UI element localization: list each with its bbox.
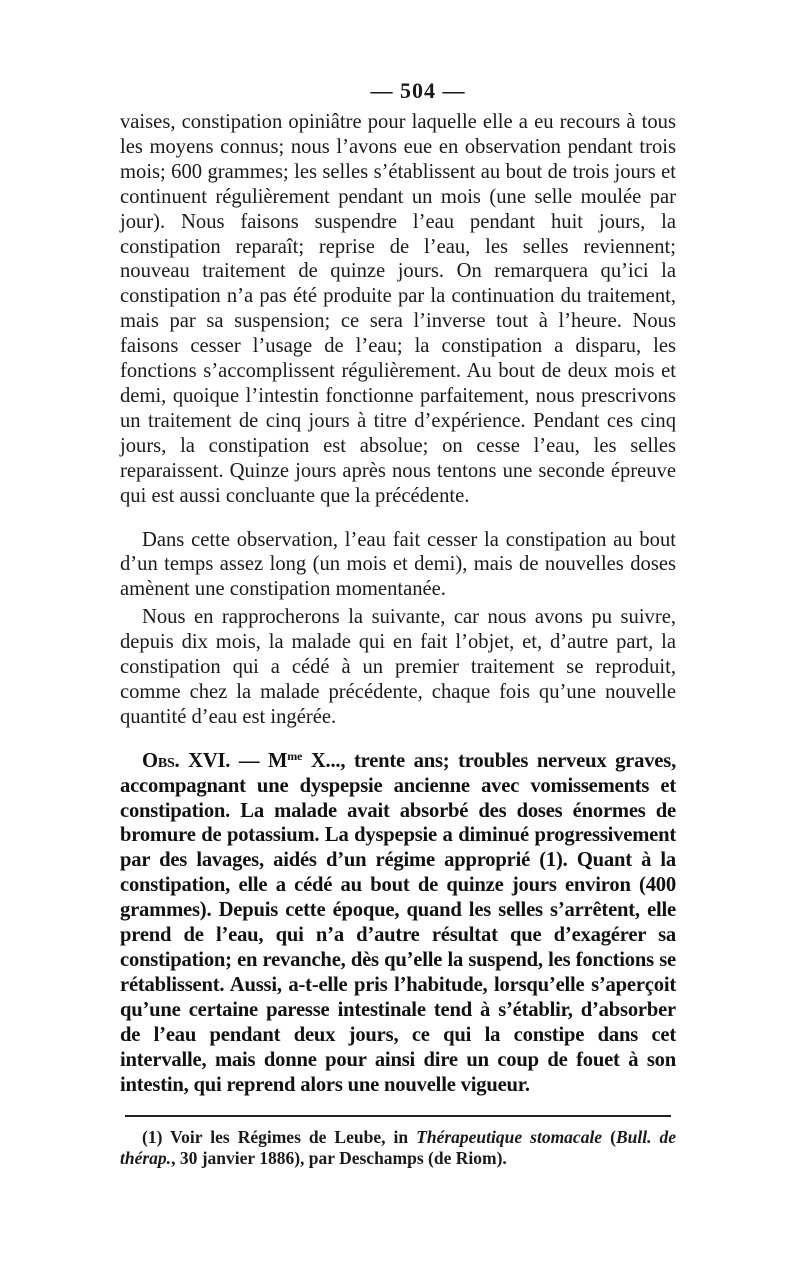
paragraph-observation-continued: vaises, constipation opiniâtre pour laquelle elle a eu recours à tous les moyens connus; nous l’avons eue en observation pendant trois mois; 600 grammes; les selles s’établissent au bout de trois jours et continuent régulièrement pendant un mois (une selle moulée par jour). Nous faisons suspendre l’eau pendant huit jours, la constipation reparaît; reprise de l’eau, les selles reviennent; nouveau traitement de quinze jours. On remarquera qu’ici la constipation n’a pas été produite par la continuation du traitement, mais par sa suspension; ce sera l’inverse tout à l’heure. Nous faisons cesser l’usage de l’eau; la constipation a disparu, les fonctions s’accomplissent régulièrement. Au bout de deux mois et demi, quoique l’intestin fonctionne parfaitement, nous prescrivons un traitement de cinq jours à titre d’expérience. Pendant ces cinq jours, la constipation est absolue; on cesse l’eau, les selles reparaissent. Quinze jours après nous tentons une seconde épreuve qui est aussi concluante que la précédente. [120,111,676,507]
observation-patient-prefix: — M [230,749,288,772]
page-number: — 504 — [370,78,466,103]
footnote-tail: , 30 janvier 1886), par Deschamps (de Riom). [171,1148,507,1169]
observation-label: Obs. XVI. [142,749,231,772]
observation-body: X..., trente ans; troubles nerveux graves, accompagnant une dyspepsie ancienne avec vomissements et constipation. La malade avait absorbé des doses énormes de bromure de potassium. La dyspepsie a diminué progressivement par des lavages, aidés d’un régime approprié (1). Quant à la constipation, elle a cédé au bout de quinze jours environ (400 grammes). Depuis cette époque, quand les selles s’arrêtent, elle prend de l’eau, qui n’a d’autre résultat que d’exagérer sa constipation; en revanche, dès qu’elle la suspend, les fonctions se rétablissent. Aussi, a-t-elle pris l’habitude, lorsqu’elle s’aperçoit qu’une certaine paresse intestinale tend à s’établir, d’absorber de l’eau pendant deux jours, ce qui la constipe dans cet intervalle, mais donne pour ainsi dire un coup de fouet à son intestin, qui reprend alors une nouvelle vigueur. [120,749,677,1096]
footnote-work-title: Thérapeutique stomacale [416,1127,603,1148]
footnote [120,1127,676,1169]
paragraph-commentary: Dans cette observation, l’eau fait cesser la constipation au bout d’un temps assez long (un mois et demi), mais de nouvelles doses amènent une constipation momentanée. [120,528,676,601]
paragraph-observation-xvi [120,749,676,1098]
footnote-middle: ( [602,1127,616,1148]
document-page [120,78,676,1169]
footnote-lead: (1) Voir les Régimes de Leube, in [142,1127,417,1148]
paragraph-transition: Nous en rapprocherons la suivante, car nous avons pu suivre, depuis dix mois, la malade qui en fait l’objet, et, d’autre part, la constipation qui a cédé à un premier traitement se reproduit, comme chez la malade précédente, chaque fois qu’une nouvelle quantité d’eau est ingérée. [120,606,676,728]
observation-patient-superscript: me [287,748,303,763]
footnote-divider [125,1115,671,1117]
footnote-journal-title: Bull. de thérap. [120,1127,676,1169]
